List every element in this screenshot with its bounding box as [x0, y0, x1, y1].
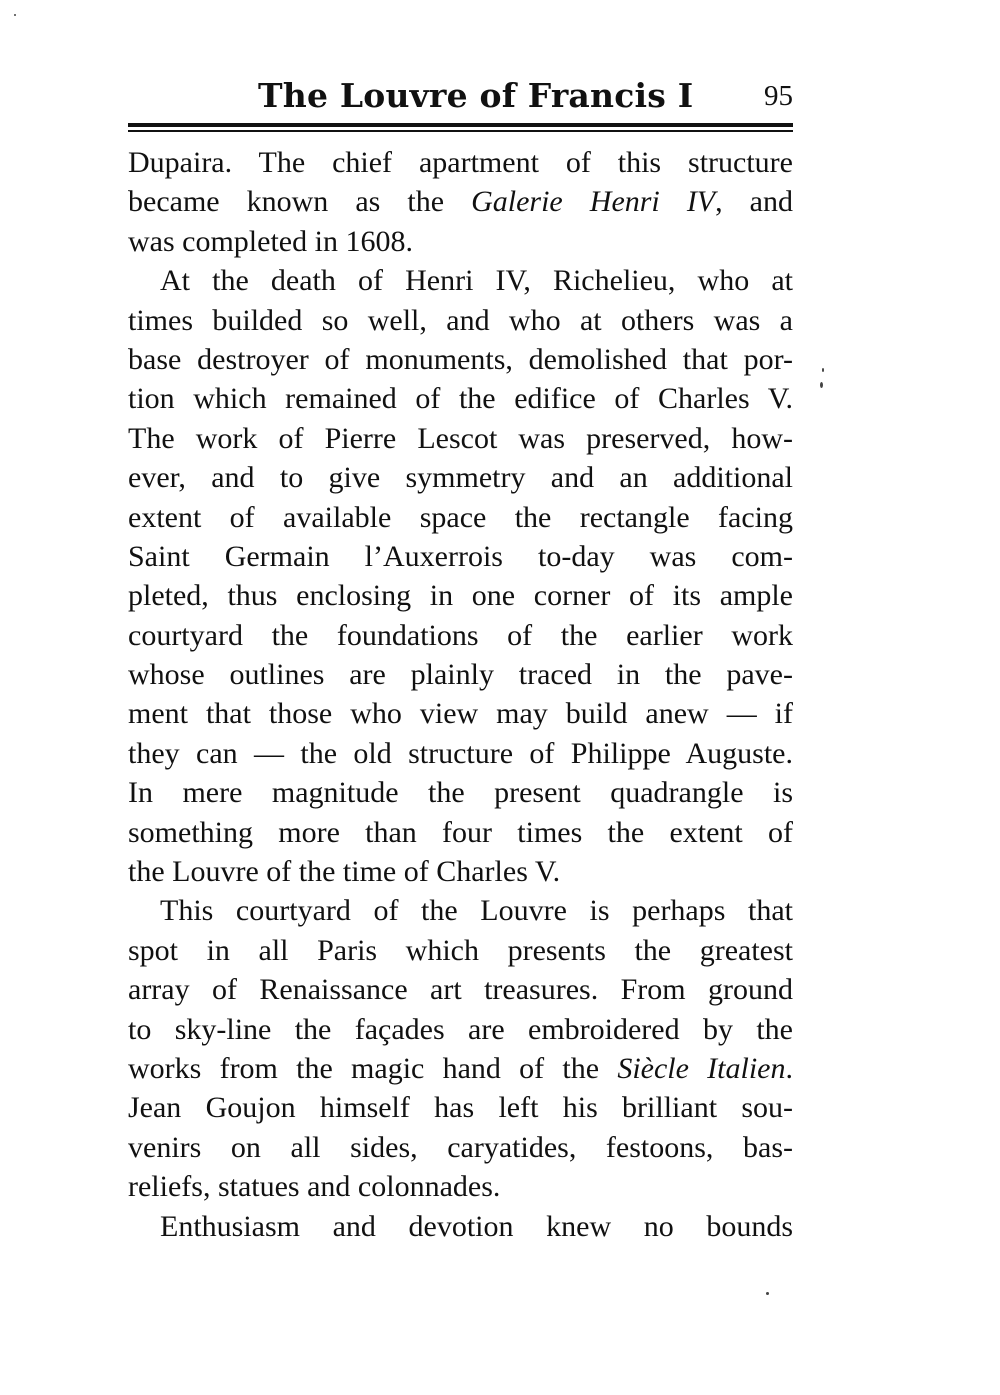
- scan-speck: [820, 382, 823, 388]
- text-line: tion which remained of the edifice of Charles V.: [128, 382, 793, 416]
- scan-speck: [822, 368, 824, 372]
- text-line: ever, and to give symmetry and an additional: [128, 461, 793, 495]
- body-text: [128, 143, 793, 1246]
- page-header: [128, 72, 793, 122]
- text-line: became known as the Galerie Henri IV, and: [128, 185, 794, 219]
- text-line: extent of available space the rectangle facing: [128, 500, 793, 534]
- text-line: This courtyard of the Louvre is perhaps that: [160, 894, 793, 928]
- text-line: The work of Pierre Lescot was preserved, how-: [128, 421, 793, 455]
- text-line: In mere magnitude the present quadrangle is: [128, 776, 793, 810]
- text-line: courtyard the foundations of the earlier work: [128, 618, 793, 652]
- italic-phrase: Galerie Henri IV: [471, 185, 716, 219]
- text-line: the Louvre of the time of Charles V.: [128, 855, 561, 889]
- text-line: to sky-line the façades are embroidered by the: [128, 1012, 793, 1046]
- text-line: reliefs, statues and colonnades.: [128, 1170, 501, 1204]
- text-line: Enthusiasm and devotion knew no bounds: [160, 1209, 793, 1243]
- italic-phrase: Siècle Italien: [617, 1051, 786, 1085]
- text-line: spot in all Paris which presents the greatest: [128, 933, 793, 967]
- scan-speck: [766, 1292, 769, 1295]
- text-line: At the death of Henri IV, Richelieu, who at: [160, 264, 793, 298]
- text-line: base destroyer of monuments, demolished that por-: [128, 342, 793, 376]
- text-line: venirs on all sides, caryatides, festoons, bas-: [128, 1130, 793, 1164]
- page-number: 95: [764, 80, 793, 112]
- text-line: something more than four times the extent of: [128, 815, 793, 849]
- text-line: they can — the old structure of Philippe Auguste.: [128, 736, 793, 770]
- header-rule-thick: [128, 123, 793, 127]
- text-line: array of Renaissance art treasures. From ground: [128, 973, 793, 1007]
- text-line: Jean Goujon himself has left his brilliant sou-: [128, 1091, 793, 1125]
- text-line: Saint Germain l’Auxerrois to-day was com-: [128, 539, 793, 573]
- text-line: whose outlines are plainly traced in the pave-: [128, 658, 793, 692]
- scan-speck: [14, 14, 16, 16]
- text-line: ment that those who view may build anew — if: [128, 697, 793, 731]
- header-rule-thin: [128, 130, 793, 132]
- text-line: was completed in 1608.: [128, 224, 413, 258]
- text-line: Dupaira. The chief apartment of this structure: [128, 146, 793, 179]
- running-title: The Louvre of Francis I: [258, 76, 694, 115]
- text-line: pleted, thus enclosing in one corner of its ample: [128, 579, 793, 613]
- text-line: times builded so well, and who at others was a: [128, 303, 793, 337]
- text-line: works from the magic hand of the Siècle Italien.: [128, 1051, 793, 1085]
